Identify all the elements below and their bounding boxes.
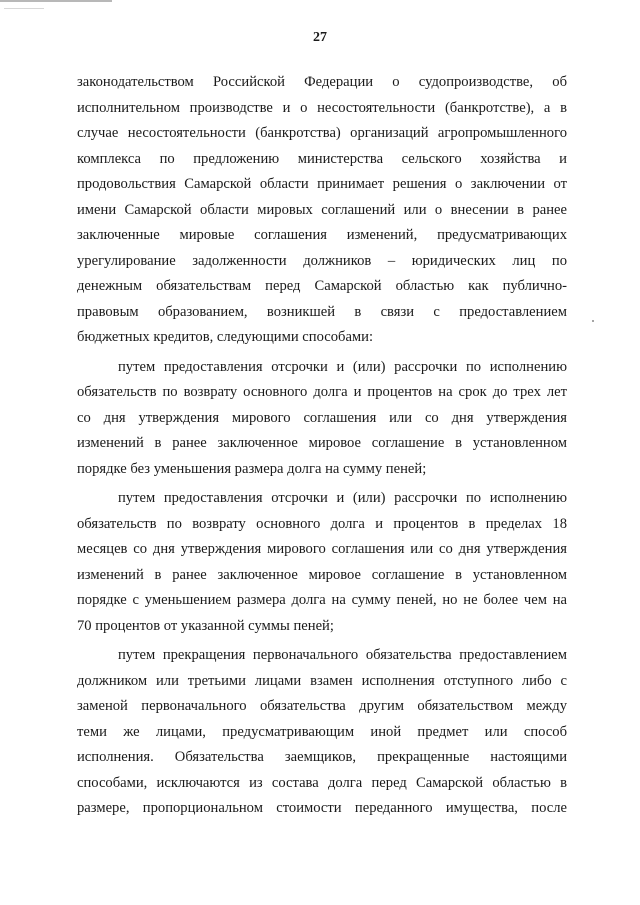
scan-speck (592, 320, 594, 322)
document-body (77, 70, 567, 822)
text-line: урегулирование задолженности должников – юридических лиц по (77, 252, 567, 269)
text-line: обязательств по возврату основного долга и процентов в пределах 18 (77, 515, 567, 532)
text-line: бюджетных кредитов, следующими способами: (77, 329, 374, 345)
text-line: изменений в ранее заключенное мировое соглашение в установленном (77, 435, 567, 451)
paragraph (77, 355, 567, 483)
text-line: теми же лицами, предусматривающим иной предмет или способ (77, 723, 567, 740)
text-line: 70 процентов от указанной суммы пеней; (77, 617, 334, 634)
text-line: законодательством Российской Федерации о судопроизводстве, об (77, 74, 567, 90)
text-line: порядке без уменьшения размера долга на сумму пеней; (77, 460, 427, 477)
text-line: изменений в ранее заключенное мировое соглашение в установленном (77, 566, 567, 583)
text-line: обязательств по возврату основного долга и процентов на срок до трех лет (77, 384, 567, 400)
paragraph (77, 486, 567, 639)
text-line: месяцев со дня утверждения мирового соглашения или со дня утверждения (77, 541, 567, 557)
scan-artifact-line (0, 0, 112, 2)
paragraph (77, 643, 567, 822)
text-line: размере, пропорциональном стоимости переданного имущества, после (77, 800, 567, 816)
page-number: 27 (313, 30, 327, 45)
text-line: правовым образованием, возникшей в связи с предоставлением (77, 303, 567, 320)
text-line: случае несостоятельности (банкротства) организаций агропромышленного (77, 125, 567, 141)
text-line: порядке с уменьшением размера долга на сумму пеней, но не более чем на (77, 592, 567, 608)
text-line: комплекса по предложению министерства сельского хозяйства и (77, 150, 567, 167)
text-line: путем предоставления отсрочки и (или) рассрочки по исполнению (118, 358, 567, 375)
text-line: имени Самарской области мировых соглашений или о внесении в ранее (77, 201, 567, 218)
paragraph (77, 70, 567, 351)
text-line: заключенные мировые соглашения изменений, предусматривающих (77, 227, 567, 243)
text-line: со дня утверждения мирового соглашения или со дня утверждения (77, 409, 567, 426)
text-line: исполнительном производстве и о несостоятельности (банкротстве), а в (77, 99, 567, 116)
scan-artifact-line (4, 8, 44, 9)
text-line: денежным обязательствам перед Самарской областью как публично- (77, 278, 567, 294)
text-line: должником или третьими лицами взамен исполнения отступного либо с (77, 672, 567, 689)
text-line: путем прекращения первоначального обязательства предоставлением (118, 647, 567, 663)
text-line: способами, исключаются из состава долга перед Самарской областью в (77, 774, 567, 791)
text-line: продовольствия Самарской области принимает решения о заключении от (77, 176, 567, 192)
text-line: исполнения. Обязательства заемщиков, прекращенные настоящими (77, 749, 567, 765)
text-line: путем предоставления отсрочки и (или) рассрочки по исполнению (118, 490, 567, 506)
text-line: заменой первоначального обязательства другим обязательством между (77, 698, 567, 714)
